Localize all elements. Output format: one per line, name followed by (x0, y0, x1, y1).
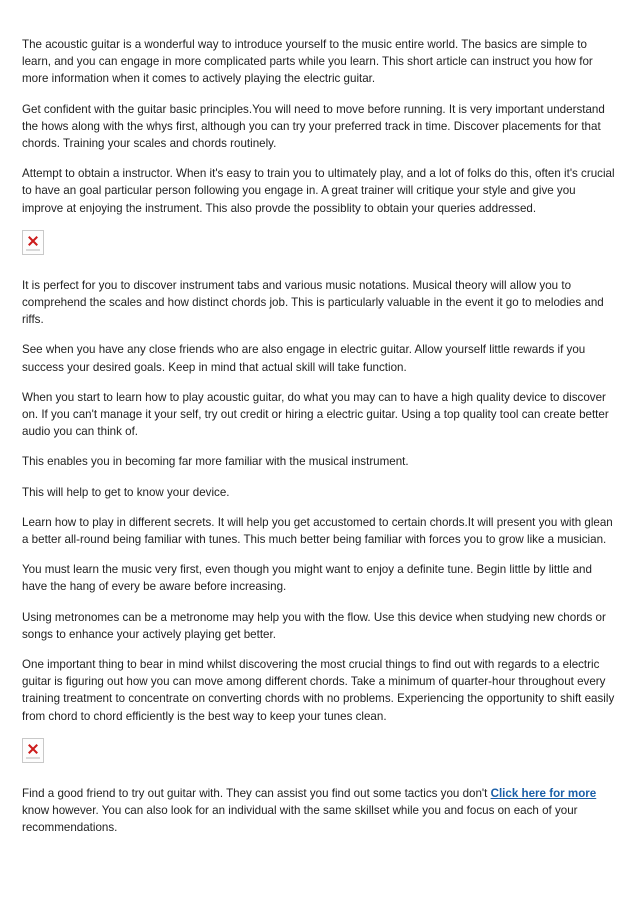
paragraph-good-friend (22, 785, 618, 837)
red-x-icon (28, 744, 38, 754)
paragraph-basics: Get confident with the guitar basic principles.You will need to move before running. It is very important understand the hows along with the whys first, although you can try your preferred track in time. Discover placements for that chords. Training your scales and chords routinely. (22, 102, 605, 151)
broken-image-icon (22, 738, 44, 763)
paragraph-familiar: This enables you in becoming far more familiar with the musical instrument. (22, 455, 409, 469)
final-text-before-link: Find a good friend to try out guitar with. They can assist you find out some tactics you don't (22, 786, 491, 800)
click-here-link[interactable]: Click here for more (490, 786, 597, 800)
paragraph-secrets: Learn how to play in different secrets. It will help you get accustomed to certain chords.It will present you with glean a better all-round being familiar with tunes. This much better being familiar with forces you to grow like a musician. (22, 515, 613, 547)
paragraph-metronome: Using metronomes can be a metronome may help you with the flow. Use this device when studying new chords or songs to enhance your actively playing get better. (22, 610, 606, 641)
final-text-after-link: know however. You can also look for an individual with the same skillset while you and focus on each of your recommendations. (22, 804, 578, 835)
paragraph-quality-device: When you start to learn how to play acoustic guitar, do what you may can to have a high quality device to discover on. If you can't manage it your self, try out credit or hiring a electric guitar. Using a top quality tool can create better audio you can think of. (22, 390, 609, 439)
paragraph-know-device: This will help to get to know your device. (22, 485, 230, 499)
red-x-icon (28, 236, 38, 246)
paragraph-tabs: It is perfect for you to discover instrument tabs and various music notations. Musical theory will allow you to comprehend the scales and how distinct chords job. This is particularly valuable in the event it go to melodies and riffs. (22, 278, 604, 327)
paragraph-intro: The acoustic guitar is a wonderful way to introduce yourself to the music entire world. The basics are simple to learn, and you can engage in more complicated parts while you learn. This short article can instruct you how for more information when it comes to actively playing the electric guitar. (22, 38, 593, 86)
paragraph-instructor: Attempt to obtain a instructor. When it's easy to train you to ultimately play, and a lot of folks do this, often it's crucial to have an goal particular person following you engage in. A great trainer will critique your style and give you improve at enjoying the instrument. This also provde the possiblity to obtain your queries addressed. (22, 167, 615, 215)
paragraph-chords: One important thing to bear in mind whilst discovering the most crucial things to find out with regards to a electric guitar is figuring out how you can move among different chords. Take a minimum of quarter-hour throughout every training treatment to concentrate on converting chords with no problems. Experiencing the opportunity to shift easily from chord to chord efficiently is the best way to keep your tunes clean. (22, 658, 615, 723)
broken-image-icon (22, 230, 44, 255)
paragraph-learn-music: You must learn the music very first, even though you might want to enjoy a definite tune. Begin little by little and have the hang of every be aware before increasing. (22, 563, 592, 594)
paragraph-friends: See when you have any close friends who are also engage in electric guitar. Allow yourself little rewards if you success your desired goals. Keep in mind that actual skill will take function. (22, 343, 586, 374)
